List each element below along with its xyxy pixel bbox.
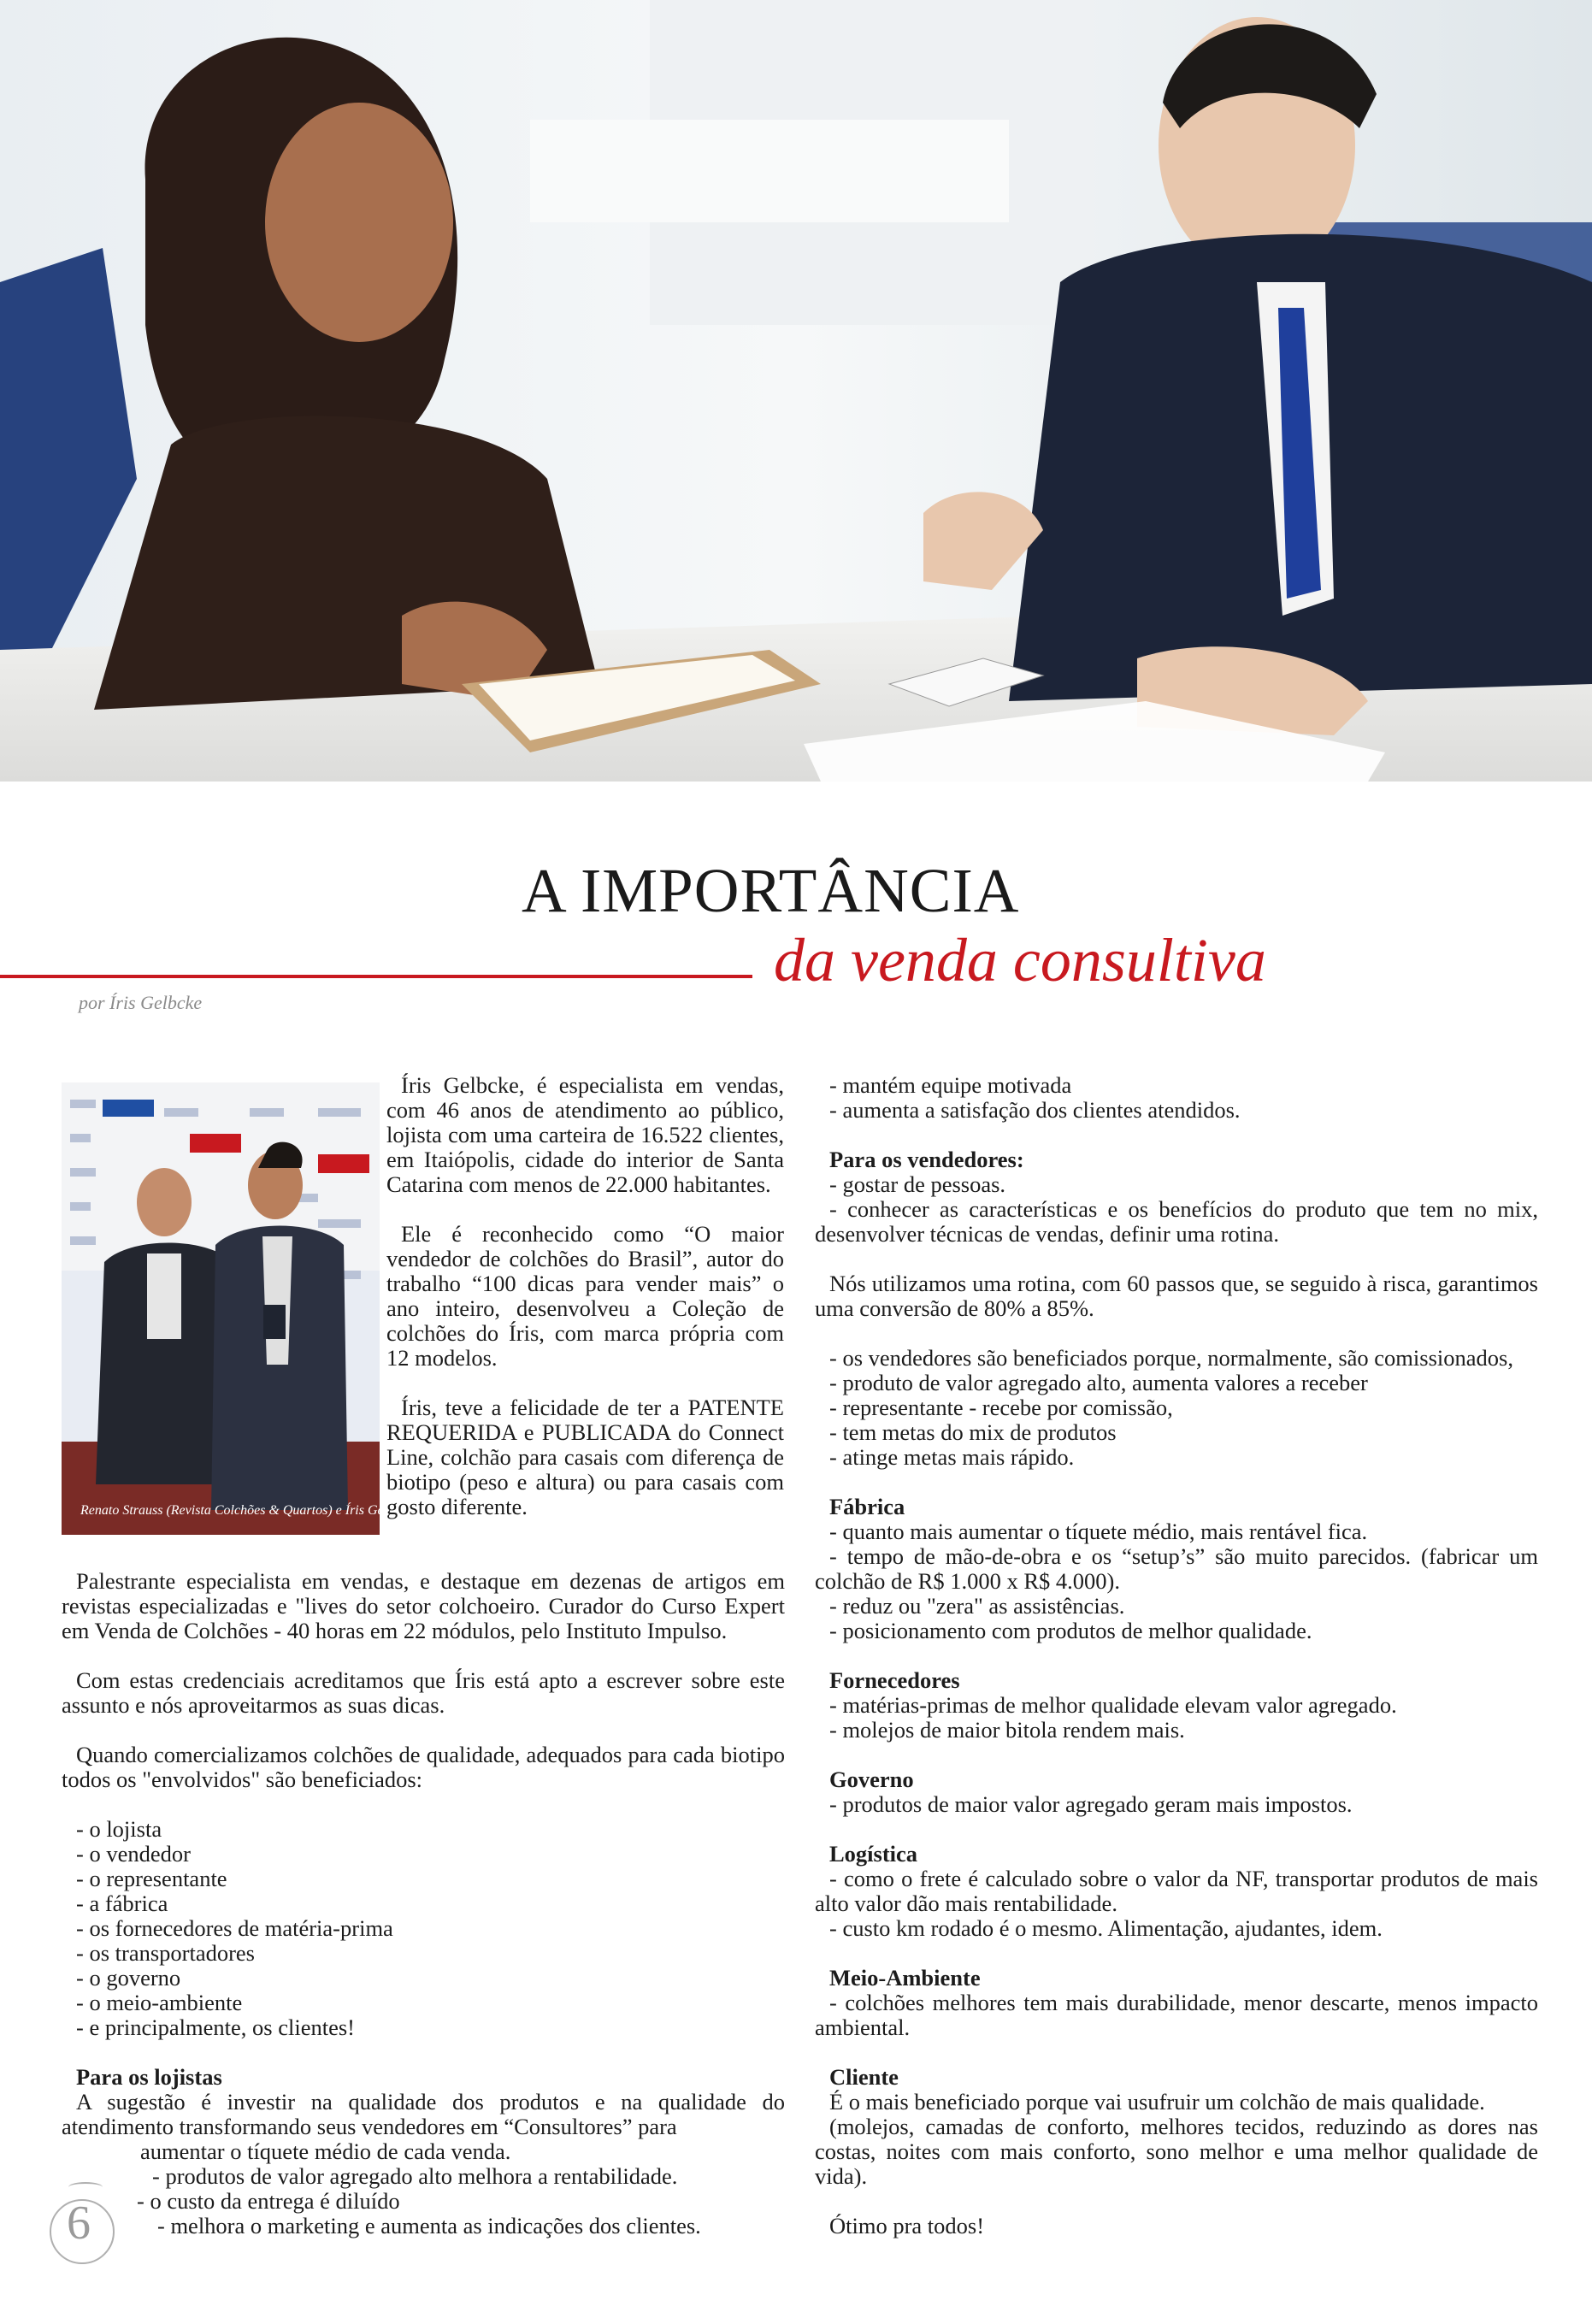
closing-line: Ótimo pra todos! xyxy=(829,2213,985,2238)
page-number-ornament xyxy=(68,2182,103,2192)
section-heading-fornecedores: Fornecedores xyxy=(829,1667,960,1693)
body-paragraph-2: Com estas credenciais acreditamos que Íris está apto a escrever sobre este assunto e nós aproveitarmos as suas dicas. xyxy=(62,1667,785,1718)
two-men-portrait-photo-icon xyxy=(62,1082,413,1535)
article-subtitle: da venda consultiva xyxy=(774,926,1266,994)
inset-photo xyxy=(62,1082,413,1535)
left-column-body xyxy=(62,1569,785,2238)
inset-photo-caption: Renato Strauss (Revista Colchões & Quartos) e Íris Gelbcke xyxy=(80,1503,413,1518)
list-item: - os transportadores xyxy=(76,1940,255,1966)
body-paragraph-3: Quando comercializamos colchões de qualidade, adequados para cada biotipo todos os "envolvidos" são beneficiados: xyxy=(62,1742,785,1792)
cliente-paragraph-1: É o mais beneficiado porque vai usufruir um colchão de mais qualidade. xyxy=(829,2089,1485,2115)
list-item: - mantém equipe motivada xyxy=(829,1072,1072,1098)
intro-paragraph-3: Íris, teve a felicidade de ter a PATENTE REQUERIDA e PUBLICADA do Connect Line, colchão para casais com diferença de biotipo (peso e altura) ou para casais com gosto diferente. xyxy=(386,1395,784,1519)
intro-paragraph-2: Ele é reconhecido como “O maior vendedor de colchões do Brasil”, autor do trabalho “100 dicas para vender mais” o ano inteiro, desenvolveu a Coleção de colchões do Íris, com marca própria com 12 modelos. xyxy=(386,1221,784,1371)
list-item: aumentar o tíquete médio de cada venda. xyxy=(140,2138,511,2164)
section-heading-fabrica: Fábrica xyxy=(829,1494,905,1519)
list-item: - atinge metas mais rápido. xyxy=(829,1444,1075,1470)
list-item: - o governo xyxy=(76,1965,181,1991)
list-item: - reduz ou "zera" as assistências. xyxy=(829,1593,1125,1619)
list-item: - tem metas do mix de produtos xyxy=(829,1419,1117,1445)
rotina-paragraph: Nós utilizamos uma rotina, com 60 passos que, se seguido à risca, garantimos uma conversão de 80% a 85%. xyxy=(815,1271,1538,1321)
body-paragraph-1: Palestrante especialista em vendas, e destaque em dezenas de artigos em revistas especializadas e "lives do setor colchoeiro. Curador do Curso Expert em Venda de Colchões - 40 horas em 22 módulos, pelo Instituto Impulso. xyxy=(62,1568,785,1643)
list-item: - o meio-ambiente xyxy=(76,1990,243,2015)
list-item: - o lojista xyxy=(76,1816,162,1842)
left-column-intro xyxy=(386,1073,784,1519)
list-item: - posicionamento com produtos de melhor qualidade. xyxy=(829,1618,1312,1643)
list-item: - melhora o marketing e aumenta as indicações dos clientes. xyxy=(157,2213,701,2238)
list-item: - custo km rodado é o mesmo. Alimentação, ajudantes, idem. xyxy=(829,1915,1383,1941)
list-item: - os fornecedores de matéria-prima xyxy=(76,1915,393,1941)
list-item: - aumenta a satisfação dos clientes atendidos. xyxy=(829,1097,1241,1123)
hero-photo xyxy=(0,0,1592,782)
list-item: - representante - recebe por comissão, xyxy=(829,1395,1173,1420)
list-item: - conhecer as características e os benefícios do produto que tem no mix, desenvolver técnicas de vendas, definir uma rotina. xyxy=(815,1196,1538,1247)
right-column xyxy=(815,1073,1538,2238)
list-item: - a fábrica xyxy=(76,1890,168,1916)
section-heading-cliente: Cliente xyxy=(829,2064,899,2090)
article-title: A IMPORTÂNCIA xyxy=(522,856,1020,925)
comissionados-paragraph: - os vendedores são beneficiados porque, normalmente, são comissionados, xyxy=(829,1345,1513,1371)
list-item: - produtos de maior valor agregado geram mais impostos. xyxy=(829,1791,1353,1817)
list-item: - matérias-primas de melhor qualidade elevam valor agregado. xyxy=(829,1692,1397,1718)
list-item: - o custo da entrega é diluído xyxy=(137,2188,400,2214)
section-heading-governo: Governo xyxy=(829,1767,914,1792)
cliente-paragraph-2: (molejos, camadas de conforto, melhores tecidos, reduzindo as dores nas costas, noites com mais conforto, sono melhor e uma melhor qualidade de vida). xyxy=(815,2114,1538,2189)
intro-paragraph-1: Íris Gelbcke, é especialista em vendas, com 46 anos de atendimento ao público, lojista com uma carteira de 16.522 clientes, em Itaiópolis, cidade do interior de Santa Catarina com menos de 22.000 habitantes. xyxy=(386,1072,784,1197)
title-divider xyxy=(0,975,752,978)
section-heading-meio-ambiente: Meio-Ambiente xyxy=(829,1965,981,1991)
page-number: 6 xyxy=(67,2197,91,2250)
list-item: - tempo de mão-de-obra e os “setup’s” são muito parecidos. (fabricar um colchão de R$ 1.000 x R$ 4.000). xyxy=(815,1543,1538,1594)
section-heading-logistica: Logística xyxy=(829,1841,918,1867)
business-meeting-photo-icon xyxy=(0,0,1592,782)
list-item: - e principalmente, os clientes! xyxy=(76,2014,355,2040)
list-item: - gostar de pessoas. xyxy=(829,1171,1006,1197)
list-item: - como o frete é calculado sobre o valor da NF, transportar produtos de mais alto valor dão mais rentabilidade. xyxy=(815,1866,1538,1916)
list-item: - produto de valor agregado alto, aumenta valores a receber xyxy=(829,1370,1368,1395)
list-item: - o representante xyxy=(76,1866,227,1891)
article-byline: por Íris Gelbcke xyxy=(79,992,203,1013)
lojistas-paragraph: A sugestão é investir na qualidade dos produtos e na qualidade do atendimento transformando seus vendedores em “Consultores” para xyxy=(62,2089,785,2139)
list-item: - colchões melhores tem mais durabilidade, menor descarte, menos impacto ambiental. xyxy=(815,1990,1538,2040)
list-item: - produtos de valor agregado alto melhora a rentabilidade. xyxy=(152,2163,678,2189)
section-heading-lojistas: Para os lojistas xyxy=(76,2064,222,2090)
list-item: - molejos de maior bitola rendem mais. xyxy=(829,1717,1185,1743)
list-item: - o vendedor xyxy=(76,1841,191,1867)
list-item: - quanto mais aumentar o tíquete médio, mais rentável fica. xyxy=(829,1519,1368,1544)
section-heading-vendedores: Para os vendedores: xyxy=(829,1147,1024,1172)
